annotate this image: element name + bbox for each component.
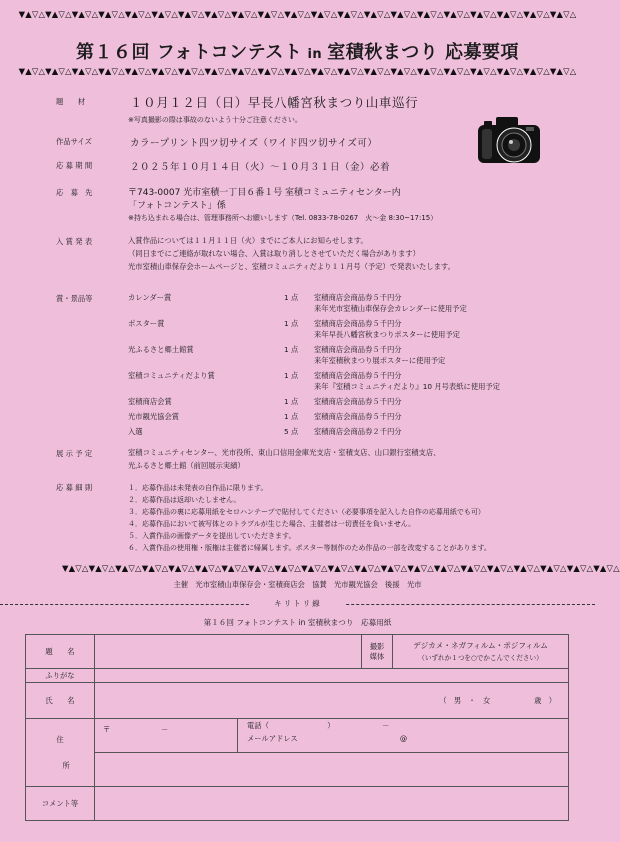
theme-label: 題 材 — [56, 97, 86, 106]
rule-item: ６．入賞作品の使用権・版権は主催者に帰属します。ポスター等制作のため作品の一部を改変することがあります。 — [128, 544, 491, 552]
title-main: 第１６回 フォトコンテスト — [76, 42, 303, 63]
form-postal-dash: － — [161, 725, 169, 734]
rule-item: ５．入賞作品の画像データを提出していただきます。 — [128, 532, 296, 540]
prize-detail: 室積商店会商品券５千円分 — [314, 345, 402, 354]
rule-item: ２．応募作品は返却いたしません。 — [128, 496, 241, 504]
rule-item: ３．応募作品の裏に応募用紙をセロハンテープで貼付してください（必要事項を記入した自作の応募用紙でも可） — [128, 508, 485, 516]
prize-count: 1 点 — [284, 412, 299, 421]
announcement-line: 光市室積山車保存会ホームページと、室積コミュニティだより１１月号（予定）で発表いたします。 — [128, 262, 455, 271]
announcement-label: 入 賞 発 表 — [56, 237, 93, 246]
rules-label: 応 募 細 則 — [56, 483, 93, 492]
form-medium-label — [362, 635, 393, 669]
title-event: 室積秋まつり — [327, 42, 439, 63]
prize-count: 1 点 — [284, 345, 299, 354]
rule-item: １．応募作品は未発表の自作品に限ります。 — [128, 484, 268, 492]
form-furigana-label: ふりがな — [26, 669, 95, 683]
prize-detail: 室積商店会商品券５千円分 — [314, 319, 402, 328]
prize-count: 1 点 — [284, 293, 299, 302]
prize-detail: 室積商店会商品券５千円分 — [314, 397, 402, 406]
form-postal-mark: 〒 — [103, 725, 111, 734]
title-decoration: ▼▲▽△▼▲▽△▼▲▽△▼▲▽△▼▲▽△▼▲▽△▼▲▽△▼▲▽△▼▲▽△▼▲▽△▼▲▽△▼▲▽△▼▲▽△▼▲▽△▼▲▽△▼▲▽△▼▲▽△▼▲▽△▼▲▽△▼▲▽△▼▲▽△ — [18, 66, 577, 76]
prize-detail: 室積商店会商品券５千円分 — [314, 293, 402, 302]
form-comment-label: コメント等 — [26, 787, 95, 821]
destination-note: ※持ち込まれる場合は、管理事務所へお願いします（Tel. 0833-78-0267 火～金 8:30~17:15） — [128, 214, 438, 222]
form-theme-label: 題 名 — [26, 635, 95, 669]
top-decoration: ▼▲▽△▼▲▽△▼▲▽△▼▲▽△▼▲▽△▼▲▽△▼▲▽△▼▲▽△▼▲▽△▼▲▽△▼▲▽△▼▲▽△▼▲▽△▼▲▽△▼▲▽△▼▲▽△▼▲▽△▼▲▽△▼▲▽△▼▲▽△▼▲▽△ — [18, 9, 577, 19]
prize-detail: 室積商店会商品券５千円分 — [314, 371, 402, 380]
prize-name: 光市観光協会賞 — [128, 412, 180, 421]
theme-value: １０月１２日（日）早長八幡宮秋まつり山車巡行 — [130, 95, 419, 110]
form-medium-note: （いずれか１つを○でかこんでください） — [418, 653, 543, 662]
prize-name: 室積商店会賞 — [128, 397, 172, 406]
prize-usage: 来年光市室積山車保存会カレンダーに使用予定 — [314, 304, 467, 313]
form-medium-label-1: 撮影 — [369, 641, 385, 651]
form-name-field[interactable] — [95, 683, 569, 719]
form-address-field[interactable] — [95, 753, 569, 787]
prize-detail: 室積商店会商品券５千円分 — [314, 412, 402, 421]
form-address-label-2: 所 — [62, 760, 70, 770]
announcement-line: 入賞作品については１１月１１日（火）までにご本人にお知らせします。 — [128, 236, 368, 245]
form-contact-field[interactable] — [95, 719, 569, 753]
destination-recipient: 「フォトコンテスト」係 — [128, 201, 226, 211]
form-name-label: 氏 名 — [26, 683, 95, 719]
page-title — [0, 38, 595, 64]
form-medium-label-2: 媒体 — [369, 651, 385, 661]
form-email-label: メールアドレス @ — [247, 734, 408, 743]
form-gender-age: （ 男 ・ 女 歳 ） — [439, 695, 556, 705]
destination-label: 応 募 先 — [56, 188, 93, 197]
prize-count: 1 点 — [284, 371, 299, 380]
theme-note: ※写真撮影の際は事故のないよう十分ご注意ください。 — [128, 116, 302, 124]
form-address-label — [26, 719, 95, 787]
prize-name: 室積コミュニティだより賞 — [128, 371, 215, 380]
bottom-decoration: ▼▲▽△▼▲▽△▼▲▽△▼▲▽△▼▲▽△▼▲▽△▼▲▽△▼▲▽△▼▲▽△▼▲▽△▼▲▽△▼▲▽△▼▲▽△▼▲▽△▼▲▽△▼▲▽△▼▲▽△▼▲▽△▼▲▽△▼▲▽△▼▲▽△ — [62, 563, 620, 573]
prize-count: 1 点 — [284, 397, 299, 406]
prize-count: 1 点 — [284, 319, 299, 328]
form-address-label-1: 住 — [56, 734, 64, 744]
period-label: 応 募 期 間 — [56, 161, 93, 170]
rule-item: ４．応募作品において被写体とのトラブルが生じた場合、主催者は一切責任を負いません。 — [128, 520, 416, 528]
form-contact-divider — [237, 719, 238, 752]
form-comment-field[interactable] — [95, 787, 569, 821]
form-phone-label: 電話（ ） － — [247, 721, 390, 730]
application-form — [25, 634, 569, 821]
exhibition-line: 光ふるさと郷土館（前回展示実績） — [128, 461, 245, 470]
prize-name: ポスター賞 — [128, 319, 165, 328]
title-in: in — [302, 47, 328, 62]
period-value: ２０２５年１０月１４日（火）～１０月３１日（金）必着 — [130, 162, 391, 173]
prize-count: 5 点 — [284, 427, 299, 436]
form-medium-field[interactable] — [393, 635, 569, 669]
prize-detail: 室積商店会商品券２千円分 — [314, 427, 402, 436]
announcement-line: （同日までにご連絡が取れない場合、入賞は取り消しとさせていただく場合があります） — [128, 249, 420, 258]
organizers: 主催 光市室積山車保存会・室積商店会 協賛 光市観光協会 後援 光市 — [173, 580, 422, 589]
prize-name: カレンダー賞 — [128, 293, 172, 302]
exhibition-line: 室積コミュニティセンター、光市役所、東山口信用金庫光支店・室積支店、山口銀行室積支店、 — [128, 448, 441, 457]
prize-usage: 来年早長八幡宮秋まつりポスターに使用予定 — [314, 330, 460, 339]
destination-address: 〒743-0007 光市室積一丁目６番１号 室積コミュニティセンター内 — [128, 188, 401, 198]
prize-name: 光ふるさと郷土館賞 — [128, 345, 194, 354]
prizes-label: 賞・景品等 — [56, 294, 93, 303]
prize-usage: 来年室積秋まつり展ポスターに使用予定 — [314, 356, 446, 365]
form-title: 第１６回 フォトコンテスト in 室積秋まつり 応募用紙 — [203, 618, 392, 627]
form-theme-field[interactable] — [95, 635, 362, 669]
exhibition-label: 展 示 予 定 — [56, 449, 93, 458]
prize-name: 入選 — [128, 427, 143, 436]
prize-usage: 来年『室積コミュニティだより』10 月号表紙に使用予定 — [314, 382, 500, 391]
size-value: カラープリント四ツ切サイズ（ワイド四ツ切サイズ可） — [130, 138, 378, 149]
form-furigana-field[interactable] — [95, 669, 569, 683]
camera-icon — [474, 113, 546, 169]
form-medium-options: デジカメ・ネガフィルム・ポジフィルム — [413, 640, 548, 650]
cut-line-label: キリトリ線 — [250, 598, 346, 609]
size-label: 作品サイズ — [56, 137, 92, 146]
title-suffix: 応募要項 — [438, 42, 519, 63]
